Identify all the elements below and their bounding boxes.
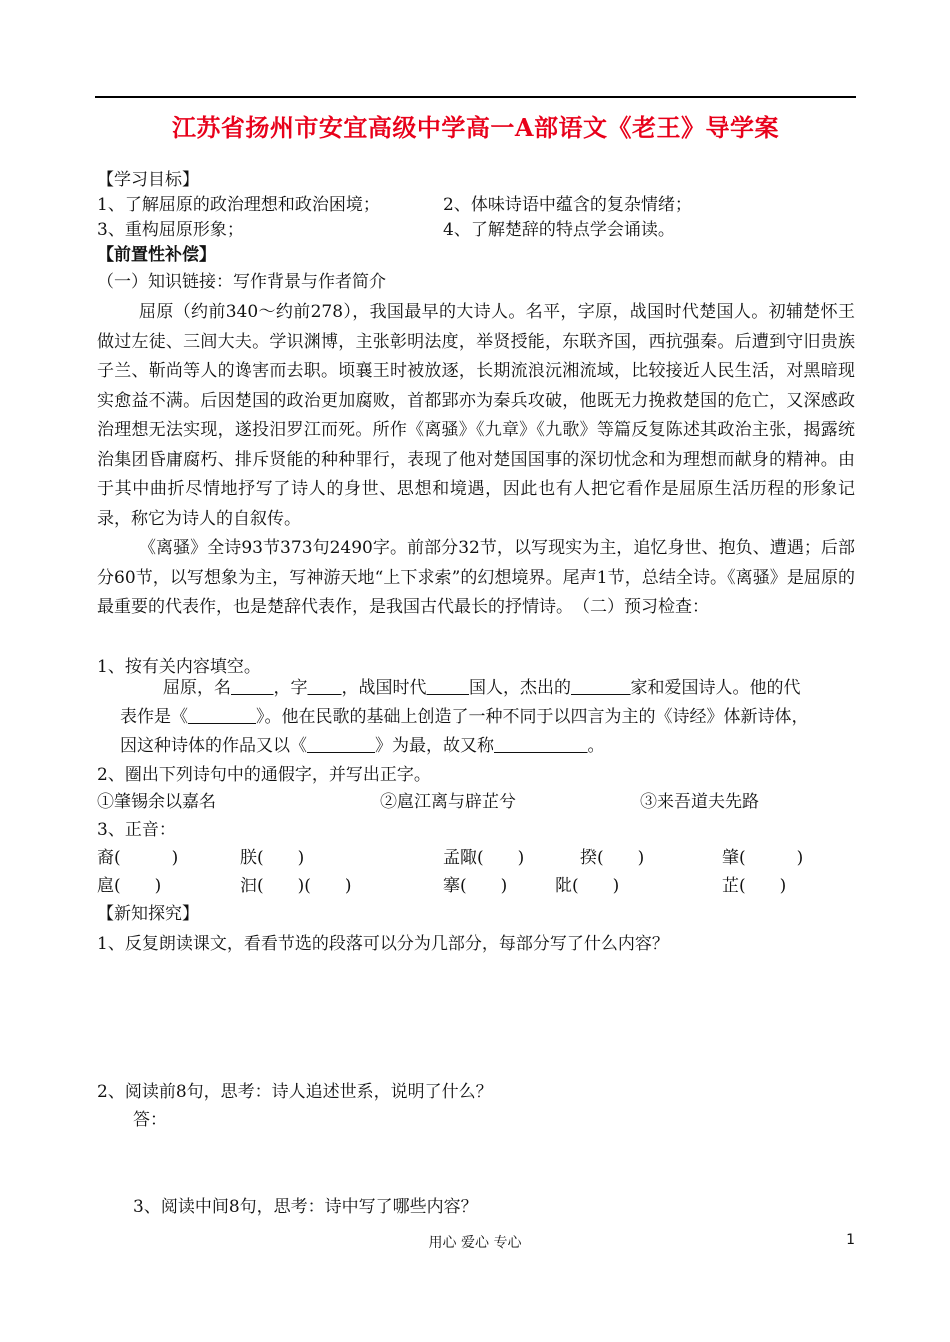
page-title: 江苏省扬州市安宜高级中学高一A部语文《老王》导学案: [171, 113, 780, 142]
goal-item-3: 3、重构屈原形象；: [97, 220, 244, 240]
pinyin-item: 汩( )( ): [240, 876, 352, 896]
author-paragraph: 屈原（约前340～约前278），我国最早的大诗人。名平，字原，战国时代楚国人。初辅楚怀王做过左徒、三闾大夫。学识渊博，主张彰明法度，举贤授能，东联齐国，西抗强秦。后遭到守旧贵族子兰、靳尚等人的谗害而去职。顷襄王时被放逐，长期流浪沅湘流域，比较接近人民生活，对黑暗现实愈益不满。后因楚国的政治更加腐败，首都郢亦为秦兵攻破，他既无力挽救楚国的危亡，又深感政治理想无法实现，遂投汨罗江而死。所作《离骚》《九章》《九歌》等篇反复陈述其政治主张，揭露统治集团昏庸腐朽、排斥贤能的种种罪行，表现了他对楚国国事的深切忧念和为理想而献身的精神。由于其中曲折尽情地抒写了诗人的身世、思想和境遇，因此也有人把它看作是屈原生活历程的形象记录，称它为诗人的自叙传。: [97, 302, 855, 529]
pinyin-item: 肇( ): [722, 848, 804, 868]
fill-line-3: [120, 734, 605, 758]
check-q1: 1、按有关内容填空。: [97, 657, 261, 677]
pinyin-item: 芷( ): [722, 876, 787, 896]
explore-q2: 2、阅读前8句，思考：诗人追述世系，说明了什么？: [97, 1082, 493, 1102]
pinyin-item: 孟陬( ): [443, 848, 525, 868]
q2-item-2: ②扈江离与辟芷兮: [380, 792, 516, 812]
blank-style-name[interactable]: [308, 678, 342, 698]
goal-item-4: 4、了解楚辞的特点学会诵读。: [443, 220, 675, 240]
pinyin-item: 扈( ): [97, 876, 162, 896]
fill-line-1: [163, 676, 801, 700]
explore-header: 【新知探究】: [97, 904, 199, 924]
intro-paragraphs: [97, 298, 855, 623]
q2-item-3: ③来吾道夫先路: [640, 792, 759, 812]
lisao-paragraph: 《离骚》全诗93节373句2490字。前部分32节，以写现实为主，追忆身世、抱负、遭遇；后部分60节，以写想象为主，写神游天地“上下求索”的幻想境界。尾声1节，总结全诗。《离骚》是屈原的最重要的代表作，也是楚辞代表作，是我国古代最长的抒情诗。 （二）预习检查：: [97, 538, 855, 617]
pinyin-item: 朕( ): [240, 848, 305, 868]
fill-text: 屈原，名: [163, 678, 231, 698]
blank-work[interactable]: [188, 707, 256, 727]
blank-state[interactable]: [427, 678, 470, 698]
goal-item-2: 2、体味诗语中蕴含的复杂情绪；: [443, 195, 692, 215]
fill-text: 因这种诗体的作品又以《: [120, 736, 307, 756]
goal-item-1: 1、了解屈原的政治理想和政治困境；: [97, 195, 380, 215]
fill-text: 表作是《: [120, 707, 188, 727]
pinyin-item: 裔( ): [97, 848, 179, 868]
blank-best-work[interactable]: [307, 736, 375, 756]
blank-name[interactable]: [231, 678, 274, 698]
goals-header: 【学习目标】: [97, 170, 199, 190]
blank-role[interactable]: [571, 678, 631, 698]
check-q2: 2、圈出下列诗句中的通假字，并写出正字。: [97, 765, 431, 785]
check-q3: 3、正音：: [97, 820, 176, 840]
preview-header: 【前置性补偿】: [97, 245, 216, 265]
fill-text: 国人，杰出的: [469, 678, 571, 698]
pinyin-item: 搴( ): [443, 876, 508, 896]
fill-line-2: [120, 705, 809, 729]
fill-text: 家和爱国诗人。他的代: [630, 678, 801, 698]
pinyin-item: 阰( ): [555, 876, 620, 896]
footer-motto: 用心 爱心 专心: [428, 1235, 522, 1251]
fill-text: 》。他在民歌的基础上创造了一种不同于以四言为主的《诗经》体新诗体，: [256, 707, 809, 727]
q2-item-1: ①肇锡余以嘉名: [97, 792, 216, 812]
fill-text: 》为最，故又称: [375, 736, 494, 756]
explore-q1: 1、反复朗读课文，看看节选的段落可以分为几部分，每部分写了什么内容？: [97, 934, 669, 954]
answer-label: 答：: [133, 1110, 167, 1130]
fill-text: ，字: [273, 678, 308, 698]
page-number: 1: [846, 1232, 855, 1248]
explore-q3: 3、阅读中间8句，思考：诗中写了哪些内容？: [133, 1197, 478, 1217]
fill-text: ，战国时代: [341, 678, 427, 698]
top-rule: [95, 96, 856, 98]
pinyin-item: 揆( ): [580, 848, 645, 868]
blank-alias[interactable]: [494, 736, 588, 756]
preview-sub1: （一）知识链接：写作背景与作者简介: [97, 272, 386, 292]
fill-text: 。: [587, 736, 605, 756]
